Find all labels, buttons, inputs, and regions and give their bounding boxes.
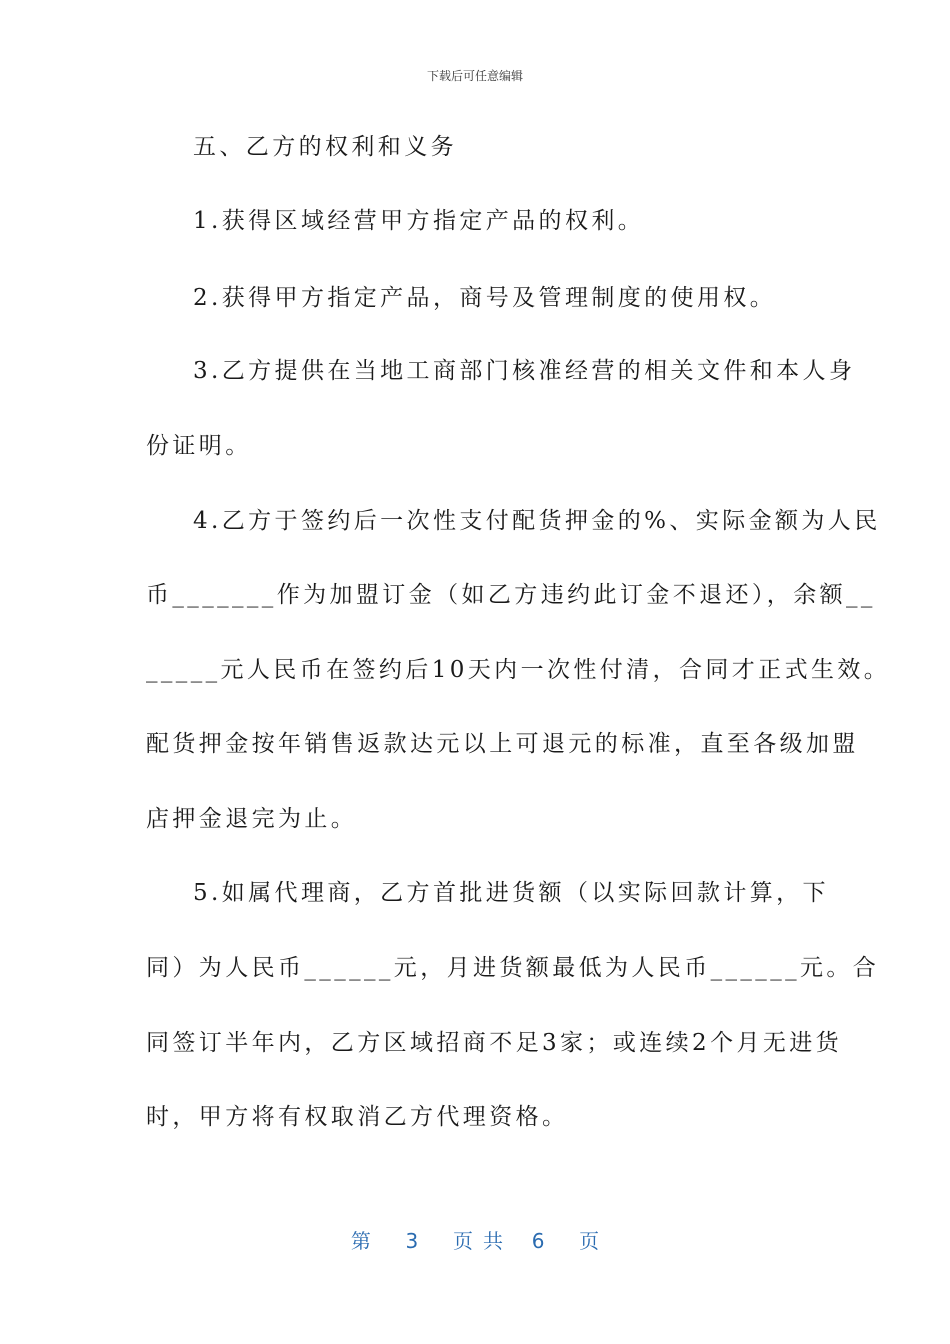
paragraph-line: 币_______作为加盟订金（如乙方违约此订金不退还），余额__ — [146, 582, 876, 608]
footer-suffix: 页 — [579, 1229, 600, 1253]
paragraph-line: 时，甲方将有权取消乙方代理资格。 — [146, 1104, 569, 1130]
paragraph-line: 1.获得区域经营甲方指定产品的权利。 — [193, 208, 645, 234]
section-heading: 五、乙方的权利和义务 — [193, 134, 457, 160]
paragraph-line: 份证明。 — [146, 433, 252, 459]
paragraph-line: 店押金退完为止。 — [146, 806, 358, 832]
paragraph-line: _____元人民币在签约后10天内一次性付清，合同才正式生效。 — [146, 657, 891, 683]
paragraph-line: 4.乙方于签约后一次性支付配货押金的%、实际金额为人民 — [193, 508, 881, 534]
header-note: 下载后可任意编辑 — [426, 69, 523, 83]
footer-prefix: 第 — [350, 1229, 371, 1253]
paragraph-line: 5.如属代理商，乙方首批进货额（以实际回款计算，下 — [193, 880, 829, 906]
paragraph-line: 2.获得甲方指定产品，商号及管理制度的使用权。 — [193, 285, 777, 311]
paragraph-line: 同签订半年内，乙方区域招商不足3家；或连续2个月无进货 — [146, 1030, 843, 1056]
footer-page-number: 3 — [405, 1229, 419, 1253]
paragraph-line: 配货押金按年销售返款达元以上可退元的标准，直至各级加盟 — [146, 731, 859, 757]
paragraph-line: 3.乙方提供在当地工商部门核准经营的相关文件和本人身 — [193, 358, 856, 384]
paragraph-line: 同）为人民币______元，月进货额最低为人民币______元。合 — [146, 955, 880, 981]
footer-total-pages: 6 — [531, 1229, 545, 1253]
footer-middle: 页共 — [453, 1229, 513, 1253]
page-footer — [0, 1225, 950, 1254]
